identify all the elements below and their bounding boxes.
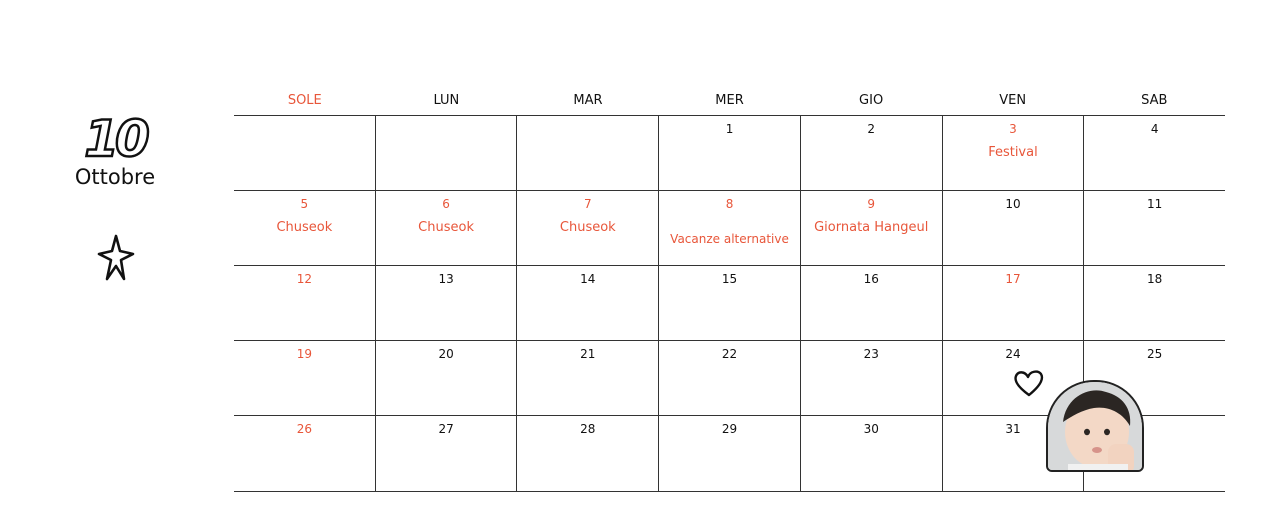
- weekday-wed: MER: [715, 93, 744, 108]
- day-cell[interactable]: [942, 116, 1084, 190]
- day-event: Festival: [988, 145, 1038, 160]
- week-row: [234, 266, 1225, 341]
- day-number: 2: [867, 122, 876, 136]
- day-number: 12: [296, 272, 312, 286]
- weekday-fri: VEN: [999, 93, 1027, 108]
- day-number: 9: [867, 197, 876, 211]
- day-event: Vacanze alternative: [670, 232, 789, 246]
- day-cell[interactable]: [234, 116, 375, 190]
- day-cell[interactable]: [1083, 266, 1225, 340]
- day-number: 25: [1147, 347, 1163, 361]
- day-number: 14: [580, 272, 596, 286]
- day-cell[interactable]: [800, 266, 942, 340]
- day-number: 8: [725, 197, 734, 211]
- day-number: 16: [863, 272, 879, 286]
- day-number: 30: [863, 422, 879, 436]
- day-number: 22: [721, 347, 738, 361]
- weekday-thu: GIO: [859, 93, 884, 108]
- day-cell[interactable]: [516, 191, 658, 265]
- day-number: 3: [1009, 122, 1017, 136]
- day-number: 10: [1005, 197, 1021, 211]
- day-cell[interactable]: [658, 341, 800, 415]
- day-number: 26: [296, 422, 312, 436]
- day-number: 7: [583, 197, 592, 211]
- day-event: Giornata Hangeul: [814, 220, 929, 235]
- day-number: 23: [863, 347, 879, 361]
- day-number: 29: [721, 422, 738, 436]
- day-cell[interactable]: [1083, 191, 1225, 265]
- photo-illustration: [1048, 382, 1144, 472]
- day-cell[interactable]: [375, 266, 517, 340]
- day-cell[interactable]: [658, 266, 800, 340]
- day-number: 27: [438, 422, 454, 436]
- day-number: 21: [580, 347, 596, 361]
- month-number: 10: [84, 110, 146, 168]
- weekday-mon: LUN: [433, 93, 460, 108]
- day-cell[interactable]: [658, 116, 800, 190]
- day-number: 6: [442, 197, 450, 211]
- weekday-tue: MAR: [573, 93, 603, 108]
- week-row: [234, 116, 1225, 191]
- day-number: 4: [1150, 122, 1159, 136]
- day-number: 1: [725, 122, 734, 136]
- day-number: 28: [580, 422, 596, 436]
- day-cell[interactable]: [516, 416, 658, 491]
- day-cell[interactable]: [1083, 116, 1225, 190]
- day-cell[interactable]: [658, 416, 800, 491]
- weekday-sun: SOLE: [287, 93, 322, 108]
- day-cell[interactable]: [800, 341, 942, 415]
- day-cell[interactable]: [516, 116, 658, 190]
- month-heading: [60, 112, 170, 188]
- month-name: Ottobre: [74, 165, 156, 189]
- day-cell[interactable]: [234, 341, 375, 415]
- day-event: Chuseok: [559, 220, 616, 235]
- day-cell[interactable]: [375, 341, 517, 415]
- day-cell[interactable]: [375, 116, 517, 190]
- day-cell[interactable]: [942, 191, 1084, 265]
- day-cell[interactable]: [516, 341, 658, 415]
- day-number: 11: [1147, 197, 1163, 211]
- day-number: 20: [438, 347, 454, 361]
- heart-doodle-icon: [1012, 368, 1046, 398]
- day-cell[interactable]: [234, 191, 375, 265]
- day-cell[interactable]: [516, 266, 658, 340]
- week-row: [234, 191, 1225, 266]
- star-doodle-icon: [96, 234, 136, 282]
- day-number: 18: [1147, 272, 1163, 286]
- day-event: Chuseok: [418, 220, 474, 235]
- day-number: 13: [438, 272, 454, 286]
- day-number: 31: [1005, 422, 1021, 436]
- day-number: 5: [300, 197, 309, 211]
- day-cell[interactable]: [375, 191, 517, 265]
- day-cell[interactable]: [375, 416, 517, 491]
- weekday-header: [234, 86, 1225, 116]
- day-cell[interactable]: [942, 266, 1084, 340]
- day-number: 17: [1005, 272, 1021, 286]
- day-number: 19: [296, 347, 312, 361]
- day-number: 15: [721, 272, 738, 286]
- weekday-sat: SAB: [1141, 93, 1168, 108]
- child-photo: [1046, 380, 1144, 472]
- day-number: 24: [1005, 347, 1021, 361]
- day-cell[interactable]: [800, 116, 942, 190]
- day-event: Chuseok: [276, 220, 333, 235]
- day-cell[interactable]: [234, 416, 375, 491]
- day-cell[interactable]: [234, 266, 375, 340]
- day-cell[interactable]: [658, 191, 800, 265]
- day-cell[interactable]: [800, 191, 942, 265]
- day-cell[interactable]: [800, 416, 942, 491]
